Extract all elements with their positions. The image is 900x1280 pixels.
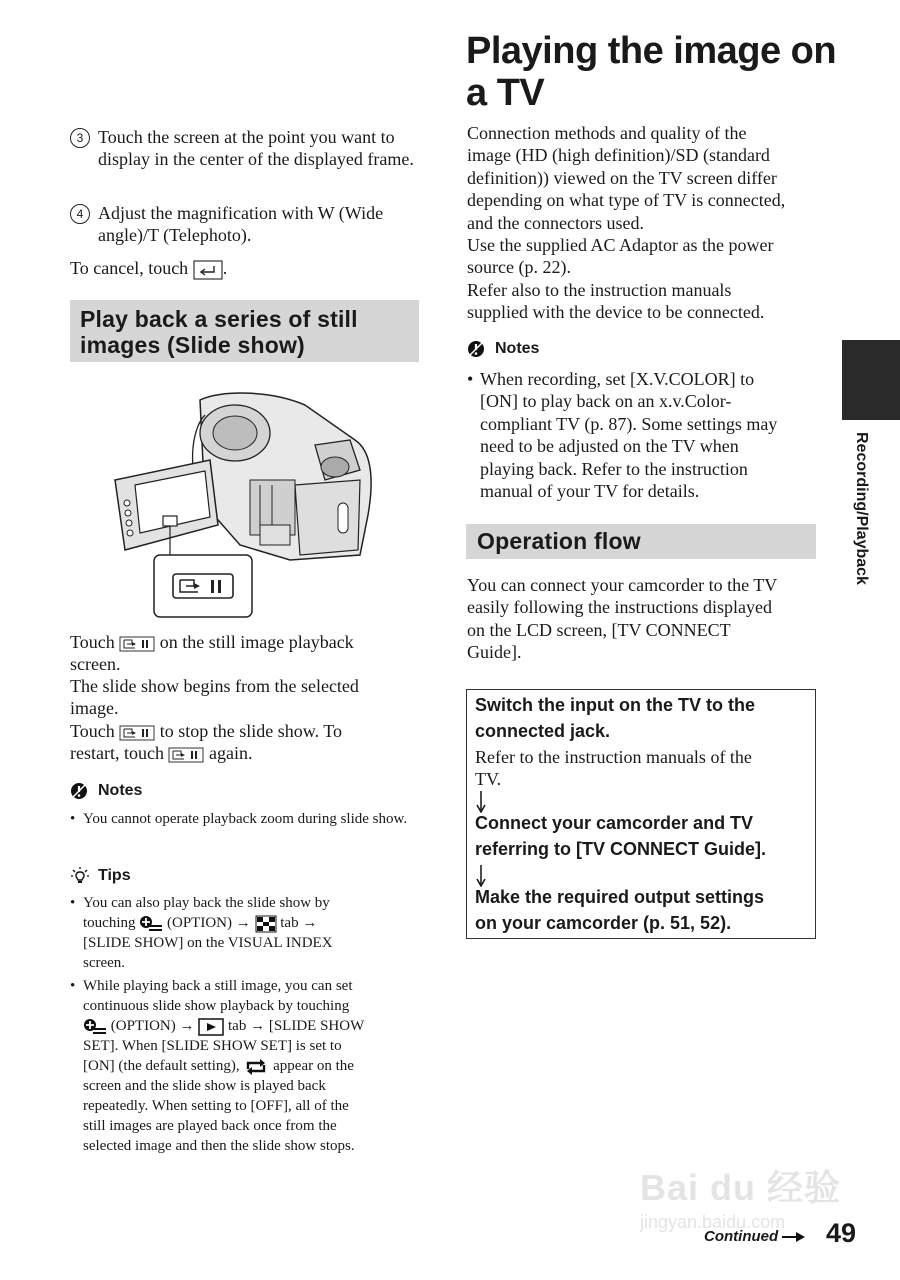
- restart-line: [70, 742, 420, 764]
- restart-text-2: again.: [208, 743, 253, 763]
- tip2-line4: SET]. When [SLIDE SHOW SET] is set to: [83, 1038, 342, 1054]
- flow-step-1: [475, 692, 810, 744]
- operation-paragraph: [467, 574, 817, 664]
- flow-step1-line2: connected jack.: [475, 721, 611, 741]
- step-text: Adjust the magnification with W (Wide angle)/T (Telephoto).: [98, 203, 384, 245]
- intro-line: supplied with the device to be connected.: [467, 302, 765, 323]
- right-arrow-icon: [782, 1231, 806, 1243]
- notes-heading-left: [70, 782, 142, 800]
- page-number: 49: [826, 1218, 857, 1248]
- note-line: need to be adjusted on the TV when: [480, 436, 739, 457]
- op-line: Guide].: [467, 642, 522, 663]
- flow-step2-line1: Connect your camcorder and TV: [475, 813, 754, 833]
- step-number: 4: [70, 204, 90, 224]
- touch-text: Touch: [70, 721, 115, 741]
- lightbulb-icon: [70, 866, 90, 886]
- tip2-line7: repeatedly. When setting to [OFF], all of the: [83, 1098, 349, 1114]
- step-4: [70, 202, 420, 246]
- cancel-prefix: To cancel, touch: [70, 258, 189, 278]
- notes-heading-text: Notes: [495, 340, 540, 357]
- tip2-text-d: appear on the: [273, 1058, 354, 1074]
- tip1-text-c: tab →: [280, 915, 318, 931]
- intro-line: and the connectors used.: [467, 212, 644, 233]
- tip1-line2: [83, 913, 317, 933]
- flow-step3-line2: on your camcorder (p. 51, 52).: [475, 913, 732, 933]
- step-3: [70, 126, 420, 192]
- page-title-line1: Playing the image on: [466, 30, 837, 72]
- tip1-line1: You can also play back the slide show by: [83, 895, 330, 911]
- tip1-line4: screen.: [83, 955, 126, 971]
- continued-text: Continued: [704, 1228, 779, 1245]
- flow-step-3: [475, 884, 810, 936]
- intro-line: source (p. 22).: [467, 257, 571, 278]
- notes-icon: [70, 782, 88, 800]
- tip2-line2: continuous slide show playback by touching: [83, 998, 350, 1014]
- tip2-line1: While playing back a still image, you can set: [83, 978, 353, 994]
- chapter-tab-marker: [842, 340, 900, 420]
- option-icon: [139, 915, 163, 933]
- cancel-instruction: [70, 257, 420, 280]
- notes-heading-right: [467, 340, 539, 358]
- touch-text: Touch: [70, 632, 115, 652]
- tip2-line8: still images are played back once from the: [83, 1118, 337, 1134]
- touch-text-2: on the still image playback: [159, 632, 354, 652]
- notes-icon: [467, 340, 485, 358]
- note-line: compliant TV (p. 87). Some settings may: [480, 413, 778, 434]
- touch-text-2: to stop the slide show. To: [159, 721, 342, 741]
- operation-flow-heading: Operation flow: [477, 528, 641, 554]
- playback-tab-icon: [198, 1018, 224, 1036]
- intro-line: image (HD (high definition)/SD (standard: [467, 145, 770, 166]
- heading-line2: images (Slide show): [80, 332, 305, 358]
- note-bullet-right: •: [467, 369, 474, 389]
- option-icon: [83, 1018, 107, 1036]
- slideshow-play-pause-icon: [119, 636, 155, 652]
- tip2-line9: selected image and then the slide show stops.: [83, 1138, 355, 1154]
- touch-screen-word: screen.: [70, 654, 121, 674]
- tips-heading-text: Tips: [98, 866, 131, 884]
- tip2-bullet: •: [70, 978, 76, 994]
- page-title: [466, 30, 836, 114]
- intro-line: Use the supplied AC Adaptor as the power: [467, 235, 774, 256]
- slideshow-play-pause-icon: [119, 725, 155, 741]
- tip2-line3: [83, 1016, 364, 1036]
- slideshow-play-pause-icon: [168, 747, 204, 763]
- section-heading-operation-flow: [466, 524, 816, 559]
- note-line: manual of your TV for details.: [480, 481, 700, 502]
- watermark-logo: Bai du 经验: [640, 1167, 842, 1208]
- intro-line: Refer also to the instruction manuals: [467, 279, 732, 300]
- step-text: Touch the screen at the point you want to display in the center of the displayed frame.: [98, 127, 414, 169]
- side-label-text: Recording/Playback: [853, 432, 870, 585]
- tip1-line3: [SLIDE SHOW] on the VISUAL INDEX: [83, 935, 333, 951]
- touch-stop-line: [70, 720, 420, 742]
- tip1-text-b: (OPTION) →: [167, 915, 251, 931]
- continued-label: [704, 1228, 806, 1245]
- repeat-icon: [243, 1058, 269, 1076]
- cancel-suffix: .: [222, 258, 228, 278]
- chapter-side-label: [852, 432, 872, 602]
- touch-slideshow-line: [70, 631, 420, 653]
- note-line: [ON] to play back on an x.v.Color-: [480, 391, 732, 412]
- operation-flow-box: [466, 689, 816, 939]
- op-line: You can connect your camcorder to the TV: [467, 575, 778, 595]
- section-heading-slideshow: [70, 300, 419, 362]
- tip2-text-c: [ON] (the default setting),: [83, 1058, 240, 1074]
- flow-sub-line1: Refer to the instruction manuals of the: [475, 747, 752, 767]
- flow-sub-line2: TV.: [475, 769, 502, 790]
- step-number: 3: [70, 128, 90, 148]
- tips-heading: [70, 866, 131, 886]
- intro-line: depending on what type of TV is connected,: [467, 190, 786, 211]
- op-line: easily following the instructions displayed: [467, 597, 772, 618]
- note-text-right: [480, 368, 820, 502]
- tip1-bullet: •: [70, 895, 76, 911]
- page-title-line2: a TV: [466, 72, 545, 114]
- flow-step-2: [475, 810, 810, 862]
- notes-heading-text: Notes: [98, 782, 143, 799]
- note-line: playing back. Refer to the instruction: [480, 458, 748, 479]
- return-icon: [193, 260, 223, 280]
- tip2-line6: screen and the slide show is played back: [83, 1078, 326, 1094]
- flow-step2-line2: referring to [TV CONNECT Guide].: [475, 839, 767, 859]
- op-line: on the LCD screen, [TV CONNECT: [467, 619, 731, 640]
- visual-index-tab-icon: [255, 915, 277, 933]
- watermark-url: jingyan.baidu.com: [640, 1212, 786, 1232]
- tip2-line5: [83, 1056, 354, 1076]
- intro-paragraph: [467, 122, 817, 324]
- heading-line1: Play back a series of still: [80, 306, 358, 332]
- tip1-text-a: touching: [83, 915, 136, 931]
- restart-text: restart, touch: [70, 743, 164, 763]
- note-text: You cannot operate playback zoom during slide show.: [83, 811, 408, 827]
- note-line: When recording, set [X.V.COLOR] to: [480, 369, 755, 389]
- tip2-text-b: tab → [SLIDE SHOW: [228, 1018, 365, 1034]
- flow-step1-line1: Switch the input on the TV to the: [475, 695, 755, 715]
- intro-line: Connection methods and quality of the: [467, 123, 747, 143]
- tip2-text-a: (OPTION) →: [110, 1018, 195, 1034]
- flow-step-1-sub: [475, 746, 810, 791]
- slide-begins-2: image.: [70, 698, 119, 718]
- slide-begins-1: The slide show begins from the selected: [70, 676, 359, 696]
- flow-step3-line1: Make the required output settings: [475, 887, 765, 907]
- intro-line: definition)) viewed on the TV screen differ: [467, 167, 777, 188]
- camcorder-illustration: [110, 385, 390, 620]
